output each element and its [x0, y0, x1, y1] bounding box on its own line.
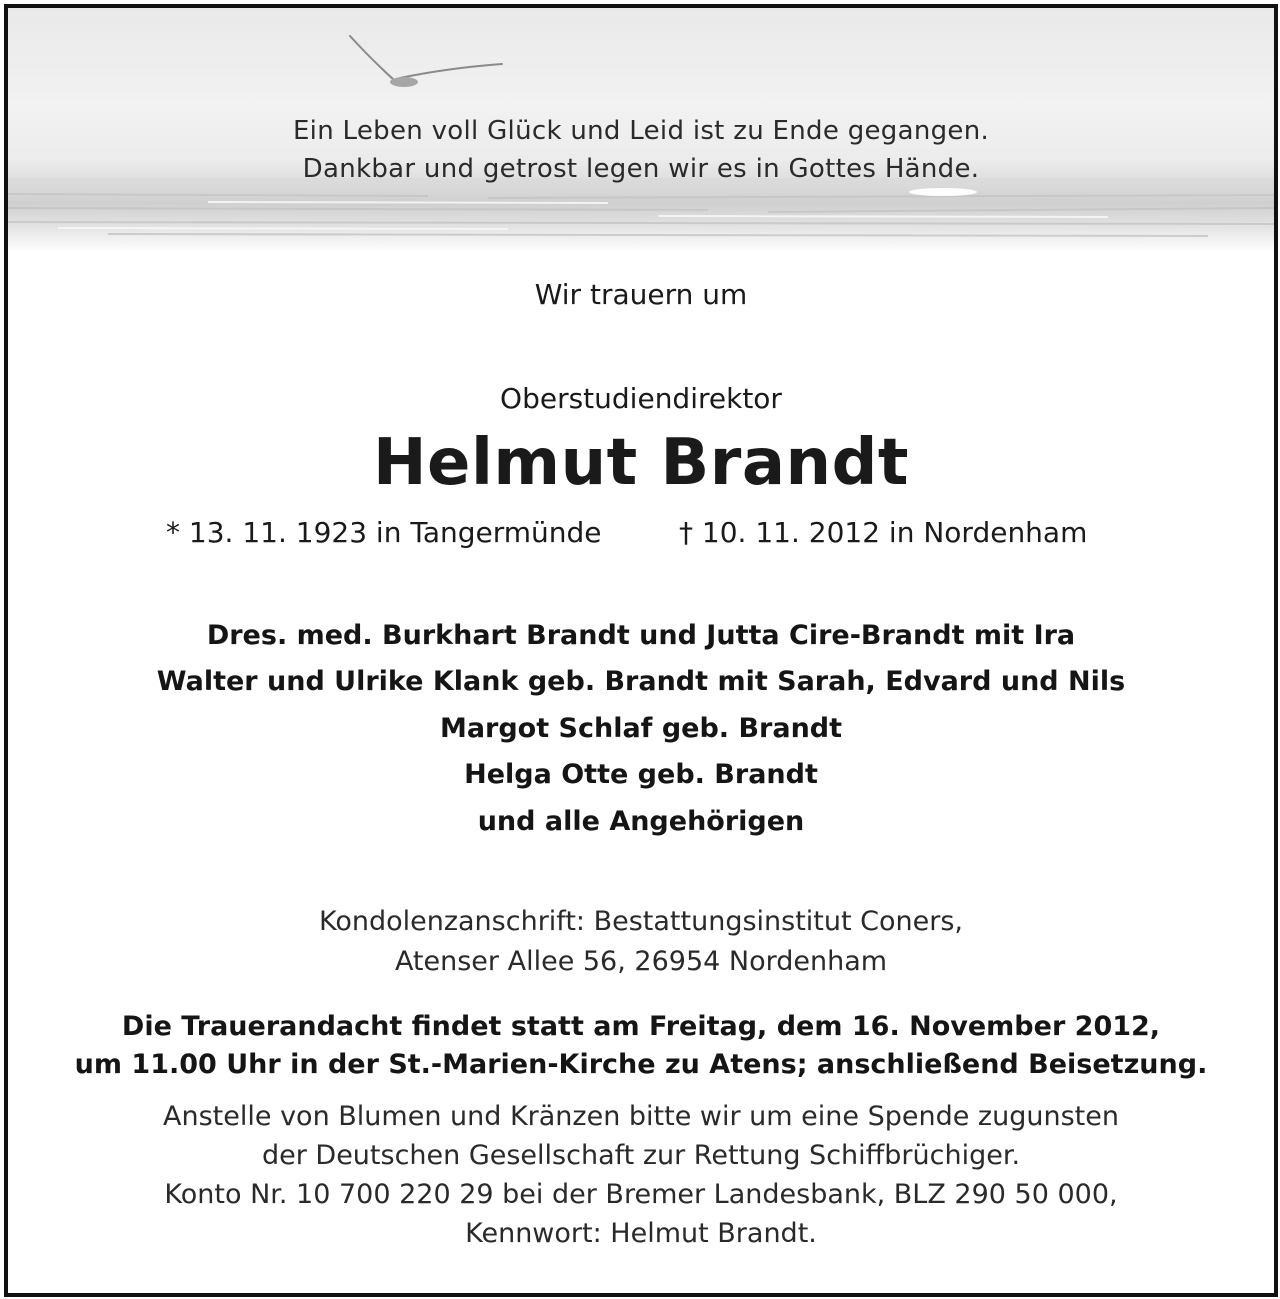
seagull-icon — [350, 36, 502, 87]
mourner-line-4: Helga Otte geb. Brandt — [464, 759, 818, 790]
donation-line-4: Kennwort: Helmut Brandt. — [465, 1218, 817, 1249]
service-info-line-2: um 11.00 Uhr in der St.-Marien-Kirche zu Atens; anschließend Beisetzung. — [74, 1049, 1208, 1080]
deceased-name: Helmut Brandt — [372, 426, 910, 500]
mourning-intro: Wir trauern um — [534, 278, 748, 311]
service-info-line-1: Die Trauerandacht findet statt am Freitag, dem 16. November 2012, — [121, 1011, 1161, 1042]
mourner-line-2: Walter und Ulrike Klank geb. Brandt mit Sarah, Edvard und Nils — [156, 666, 1126, 697]
donation-line-3: Konto Nr. 10 700 220 29 bei der Bremer Landesbank, BLZ 290 50 000, — [164, 1179, 1118, 1210]
donation-line-2: der Deutschen Gesellschaft zur Rettung Schiffbrüchiger. — [261, 1140, 1021, 1171]
death-date: † 10. 11. 2012 in Nordenham — [679, 516, 1088, 549]
mourner-line-1: Dres. med. Burkhart Brandt und Jutta Cire-Brandt mit Ira — [206, 620, 1076, 651]
deceased-title: Oberstudiendirektor — [500, 382, 782, 415]
condolence-address-line-2: Atenser Allee 56, 26954 Nordenham — [394, 946, 888, 977]
verse-line-2: Dankbar und getrost legen wir es in Gottes Hände. — [302, 154, 980, 184]
seagull-sea-header-image — [8, 8, 1274, 252]
mourner-line-3: Margot Schlaf geb. Brandt — [439, 713, 843, 744]
verse-line-1: Ein Leben voll Glück und Leid ist zu Ende gegangen. — [292, 116, 990, 146]
life-dates — [8, 516, 1274, 556]
donation-line-1: Anstelle von Blumen und Kränzen bitte wir um eine Spende zugunsten — [163, 1101, 1119, 1132]
obituary-notice — [4, 4, 1278, 1297]
mourner-line-5: und alle Angehörigen — [477, 806, 805, 837]
condolence-address-line-1: Kondolenzanschrift: Bestattungsinstitut Coners, — [318, 906, 964, 937]
birth-date: * 13. 11. 1923 in Tangermünde — [166, 516, 602, 549]
